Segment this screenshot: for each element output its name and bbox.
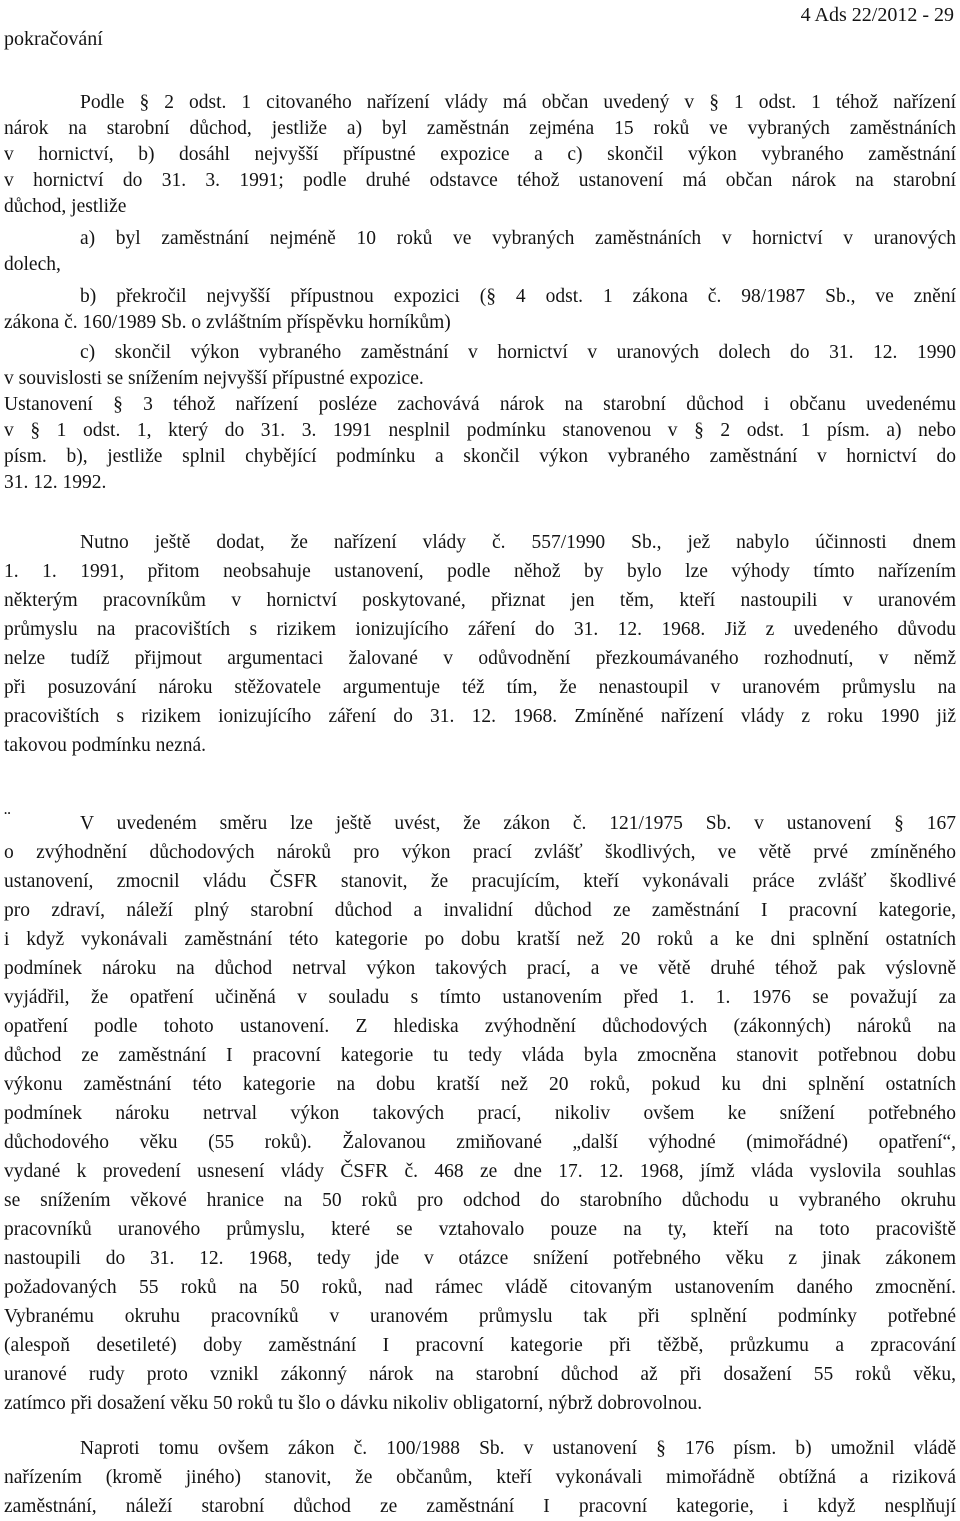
text-line: důchod, jestliže <box>4 196 127 217</box>
text-line: zákona č. 160/1989 Sb. o zvláštním příspěvku horníkům) <box>4 312 451 333</box>
text-line: důchod ze zaměstnání I pracovní kategorie tu tedy vláda byla zmocněna stanovit potřebnou dobu <box>4 1045 956 1066</box>
text-line: výkonu zaměstnání této kategorie na dobu kratší než 20 roků, pokud ku dni splnění ostatních <box>4 1074 956 1095</box>
text-line: se snížením věkové hranice na 50 roků pro odchod do starobního důchodu u vybraného okruhu <box>4 1190 956 1211</box>
text-line: důchodového věku (55 roků). Žalovanou zmiňované „další výhodné (mimořádné) opatření“, <box>4 1132 956 1153</box>
text-line: písm. b), jestliže splnil chybějící podmínku a skončil výkon vybraného zaměstnání v hornictví do <box>4 446 956 467</box>
text-line: 31. 12. 1992. <box>4 472 107 493</box>
text-line: vydané k provedení usnesení vlády ČSFR č. 468 ze dne 17. 12. 1968, jímž vláda vyslovila souhlas <box>4 1161 956 1182</box>
text-line: pracovníků uranového průmyslu, které se vztahovalo pouze na ty, kteří na toto pracoviště <box>4 1219 956 1240</box>
text-line: požadovaných 55 roků na 50 roků, nad rámec vládě citovaným ustanovením daného zmocnění. <box>4 1277 956 1298</box>
text-line: Nutno ještě dodat, že nařízení vlády č. 557/1990 Sb., jež nabylo účinnosti dnem <box>80 532 956 553</box>
text-line: opatření podle tohoto ustanovení. Z hlediska zvýhodnění důchodových (zákonných) nároků na <box>4 1016 956 1037</box>
text-line: Podle § 2 odst. 1 citovaného nařízení vlády má občan uvedený v § 1 odst. 1 téhož nařízení <box>80 92 956 113</box>
text-line: ustanovení, zmocnil vládu ČSFR stanovit, že pracujícím, kteří vykonávali práce zvlášť škodlivé <box>4 871 956 892</box>
text-line: Naproti tomu ovšem zákon č. 100/1988 Sb. v ustanovení § 176 písm. b) umožnil vládě <box>80 1438 956 1459</box>
paragraph-marker: ¨ <box>4 808 11 830</box>
text-line: Ustanovení § 3 téhož nařízení posléze zachovává nárok na starobní důchod i občanu uvedenému <box>4 394 956 415</box>
file-number: 4 Ads 22/2012 - 29 <box>800 4 954 26</box>
text-line: nařízením (kromě jiného) stanovit, že občanům, kteří vykonávali mimořádně obtížná a riziková <box>4 1467 956 1488</box>
text-line: nastoupili do 31. 12. 1968, tedy jde v otázce snížení potřebného věku z jinak zákonem <box>4 1248 956 1269</box>
text-line: průmyslu na pracovištích s rizikem ionizujícího záření do 31. 12. 1968. Již z uvedeného důvodu <box>4 619 956 640</box>
text-line: Vybranému okruhu pracovníků v uranovém průmyslu tak při splnění podmínky potřebné <box>4 1306 956 1327</box>
text-line: podmínek nároku na důchod netrval výkon takových prací, a ve větě druhé téhož pak výslovně <box>4 958 956 979</box>
continuation-label: pokračování <box>4 28 103 50</box>
text-line: v hornictví, b) dosáhl nejvyšší přípustné expozice a c) skončil výkon vybraného zaměstnání <box>4 144 956 165</box>
text-line: c) skončil výkon vybraného zaměstnání v hornictví v uranových dolech do 31. 12. 1990 <box>80 342 956 363</box>
text-line: b) překročil nejvyšší přípustnou expozici (§ 4 odst. 1 zákona č. 98/1987 Sb., ve znění <box>80 286 956 307</box>
text-line: některým pracovníkům v hornictví poskytované, přiznat jen těm, kteří nastoupili v uranovém <box>4 590 956 611</box>
text-line: v hornictví do 31. 3. 1991; podle druhé odstavce téhož ustanovení má občan nárok na starobní <box>4 170 956 191</box>
text-line: uranové rudy proto vznikl zákonný nárok na starobní důchod až při dosažení 55 roků věku, <box>4 1364 956 1385</box>
text-line: takovou podmínku nezná. <box>4 735 206 756</box>
text-line: pro zdraví, náleží plný starobní důchod a invalidní důchod ze zaměstnání I pracovní kategorie, <box>4 900 956 921</box>
text-line: pracovištích s rizikem ionizujícího záření do 31. 12. 1968. Zmíněné nařízení vlády z roku 1990 již <box>4 706 956 727</box>
text-line: zatímco při dosažení věku 50 roků tu šlo o dávku nikoliv obligatorní, nýbrž dobrovolnou. <box>4 1393 703 1414</box>
text-line: a) byl zaměstnání nejméně 10 roků ve vybraných zaměstnáních v hornictví v uranových <box>80 228 956 249</box>
text-line: podmínek nároku netrval výkon takových prací, nikoliv ovšem ke snížení potřebného <box>4 1103 956 1124</box>
text-line: i když vykonávali zaměstnání této kategorie po dobu kratší než 20 roků a ke dni splnění ostatních <box>4 929 956 950</box>
text-line: vyjádřil, že opatření učiněná v souladu s tímto ustanovením před 1. 1. 1976 se považují za <box>4 987 956 1008</box>
text-line: dolech, <box>4 254 61 275</box>
text-line: (alespoň desetileté) doby zaměstnání I pracovní kategorie při těžbě, průzkumu a zpracování <box>4 1335 956 1356</box>
text-line: V uvedeném směru lze ještě uvést, že zákon č. 121/1975 Sb. v ustanovení § 167 <box>80 813 956 834</box>
text-line: 1. 1. 1991, přitom neobsahuje ustanovení, podle něhož by bylo lze výhody tímto nařízením <box>4 561 956 582</box>
text-line: v § 1 odst. 1, který do 31. 3. 1991 nesplnil podmínku stanovenou v § 2 odst. 1 písm. a) nebo <box>4 420 956 441</box>
text-line: nelze tudíž přijmout argumentaci žalované v odůvodnění přezkoumávaného rozhodnutí, v němž <box>4 648 956 669</box>
text-line: v souvislosti se snížením nejvyšší přípustné expozice. <box>4 368 424 389</box>
text-line: o zvýhodnění důchodových nároků pro výkon prací zvlášť škodlivých, ve větě prvé zmíněného <box>4 842 956 863</box>
text-line: zaměstnání, náleží starobní důchod ze zaměstnání I pracovní kategorie, i když nesplňují <box>4 1496 956 1517</box>
text-line: při posuzování nároku stěžovatele argumentuje též tím, že nenastoupil v uranovém průmyslu na <box>4 677 956 698</box>
text-line: nárok na starobní důchod, jestliže a) byl zaměstnán zejména 15 roků ve vybraných zaměstnáních <box>4 118 956 139</box>
